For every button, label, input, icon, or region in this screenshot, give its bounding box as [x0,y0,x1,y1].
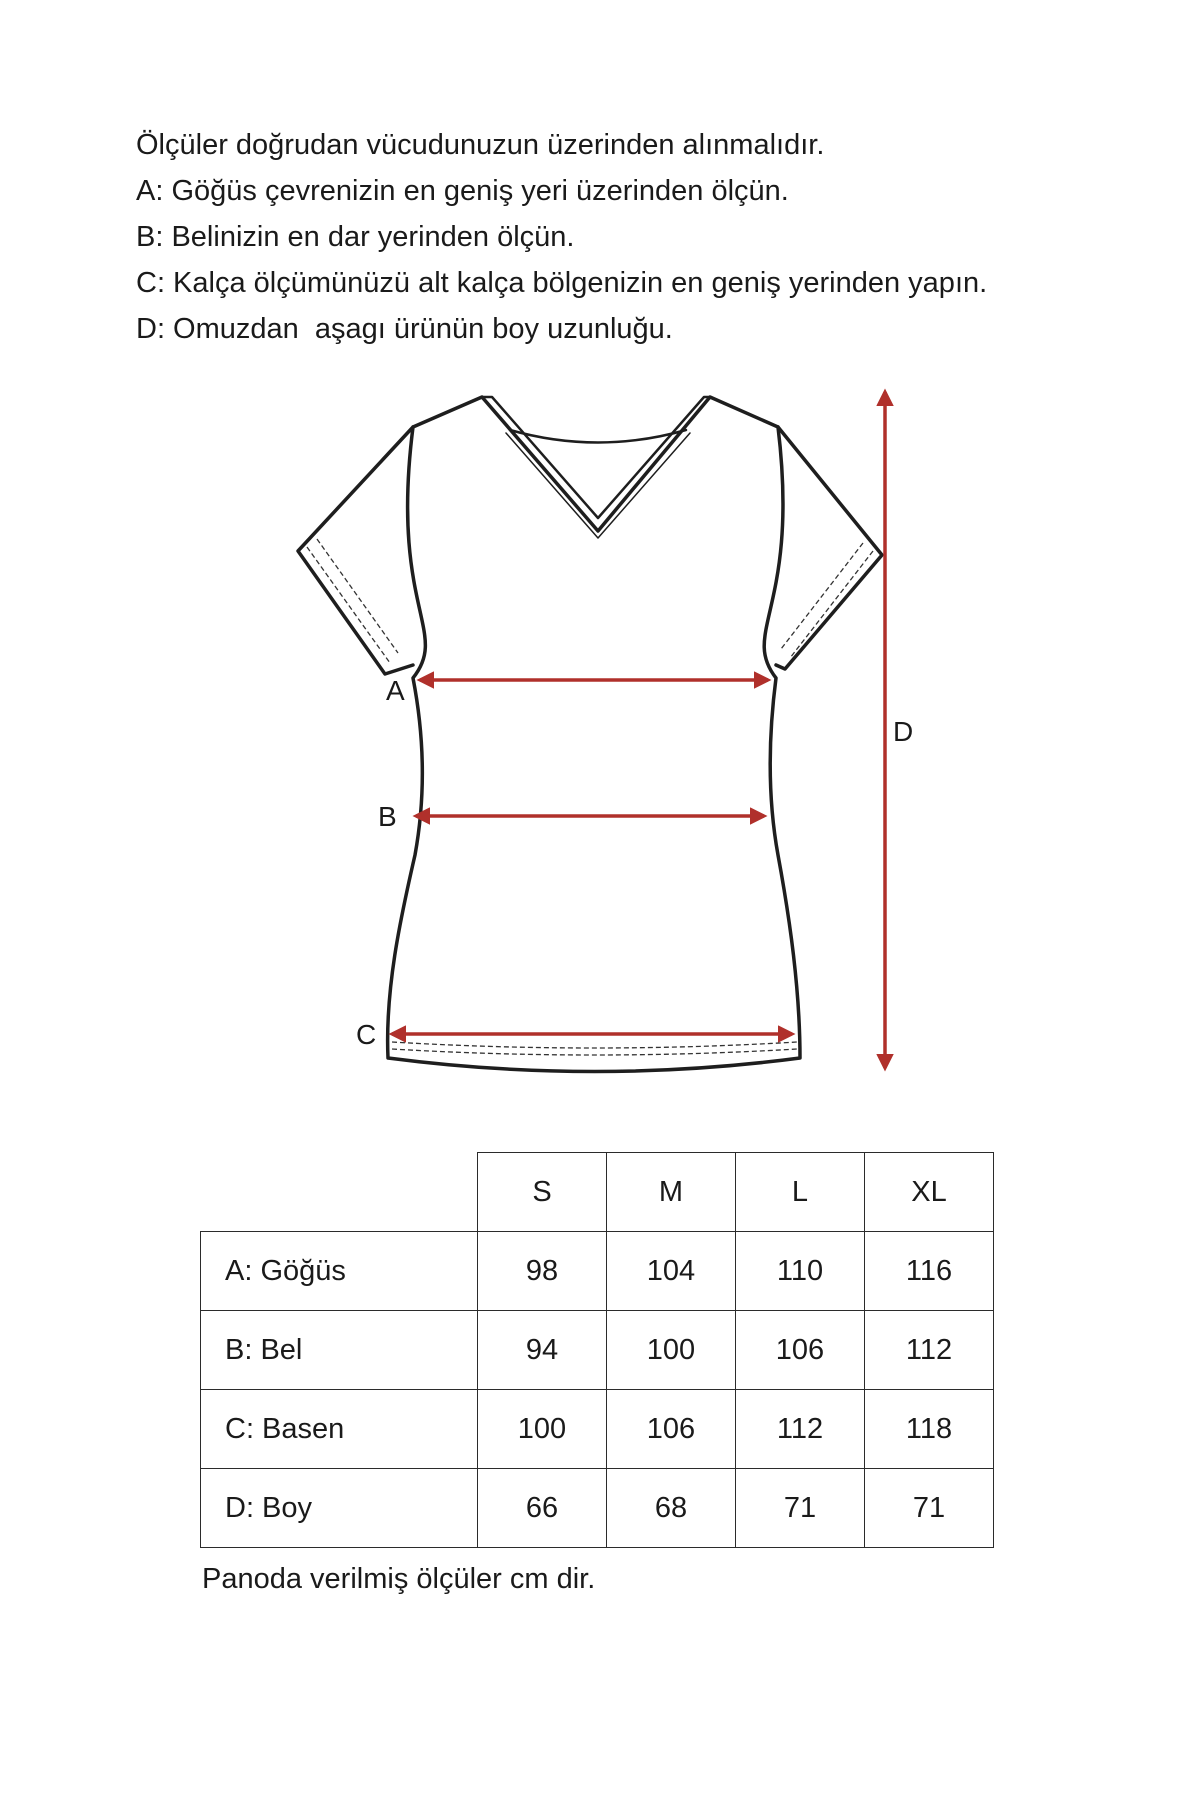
row-label-boy: D: Boy [201,1469,478,1548]
table-cell: 106 [607,1390,736,1469]
tshirt-outline [298,397,882,1072]
instruction-b: B: Belinizin en dar yerinden ölçün. [136,221,575,253]
tshirt-measurement-diagram [0,370,1200,1090]
table-cell: 118 [865,1390,994,1469]
label-b: B [378,801,397,832]
size-header-l: L [736,1153,865,1232]
instruction-d: D: Omuzdan aşagı ürünün boy uzunluğu. [136,313,673,345]
table-cell: 100 [607,1311,736,1390]
units-note: Panoda verilmiş ölçüler cm dir. [202,1563,596,1595]
size-header-m: M [607,1153,736,1232]
row-label-bel: B: Bel [201,1311,478,1390]
table-row [201,1390,994,1469]
table-cell: 66 [478,1469,607,1548]
instruction-intro: Ölçüler doğrudan vücudunuzun üzerinden alınmalıdır. [136,129,825,161]
table-cell: 71 [736,1469,865,1548]
table-row [201,1232,994,1311]
table-cell: 112 [736,1390,865,1469]
size-chart-table [200,1152,994,1548]
table-cell: 98 [478,1232,607,1311]
instruction-c: C: Kalça ölçümünüzü alt kalça bölgenizin en geniş yerinden yapın. [136,267,988,299]
row-label-gogus: A: Göğüs [201,1232,478,1311]
table-header-row [201,1153,994,1232]
instruction-a: A: Göğüs çevrenizin en geniş yeri üzerinden ölçün. [136,175,789,207]
table-cell: 71 [865,1469,994,1548]
measurement-instructions [136,122,1116,352]
label-d: D [893,716,914,747]
table-cell: 112 [865,1311,994,1390]
table-cell: 68 [607,1469,736,1548]
table-row [201,1469,994,1548]
label-c: C [356,1019,377,1050]
measurement-arrows [392,392,885,1068]
table-cell: 106 [736,1311,865,1390]
size-header-s: S [478,1153,607,1232]
table-corner [201,1153,478,1232]
table-cell: 100 [478,1390,607,1469]
table-cell: 110 [736,1232,865,1311]
table-row [201,1311,994,1390]
label-a: A [386,675,405,706]
row-label-basen: C: Basen [201,1390,478,1469]
size-header-xl: XL [865,1153,994,1232]
table-cell: 104 [607,1232,736,1311]
table-cell: 94 [478,1311,607,1390]
table-cell: 116 [865,1232,994,1311]
